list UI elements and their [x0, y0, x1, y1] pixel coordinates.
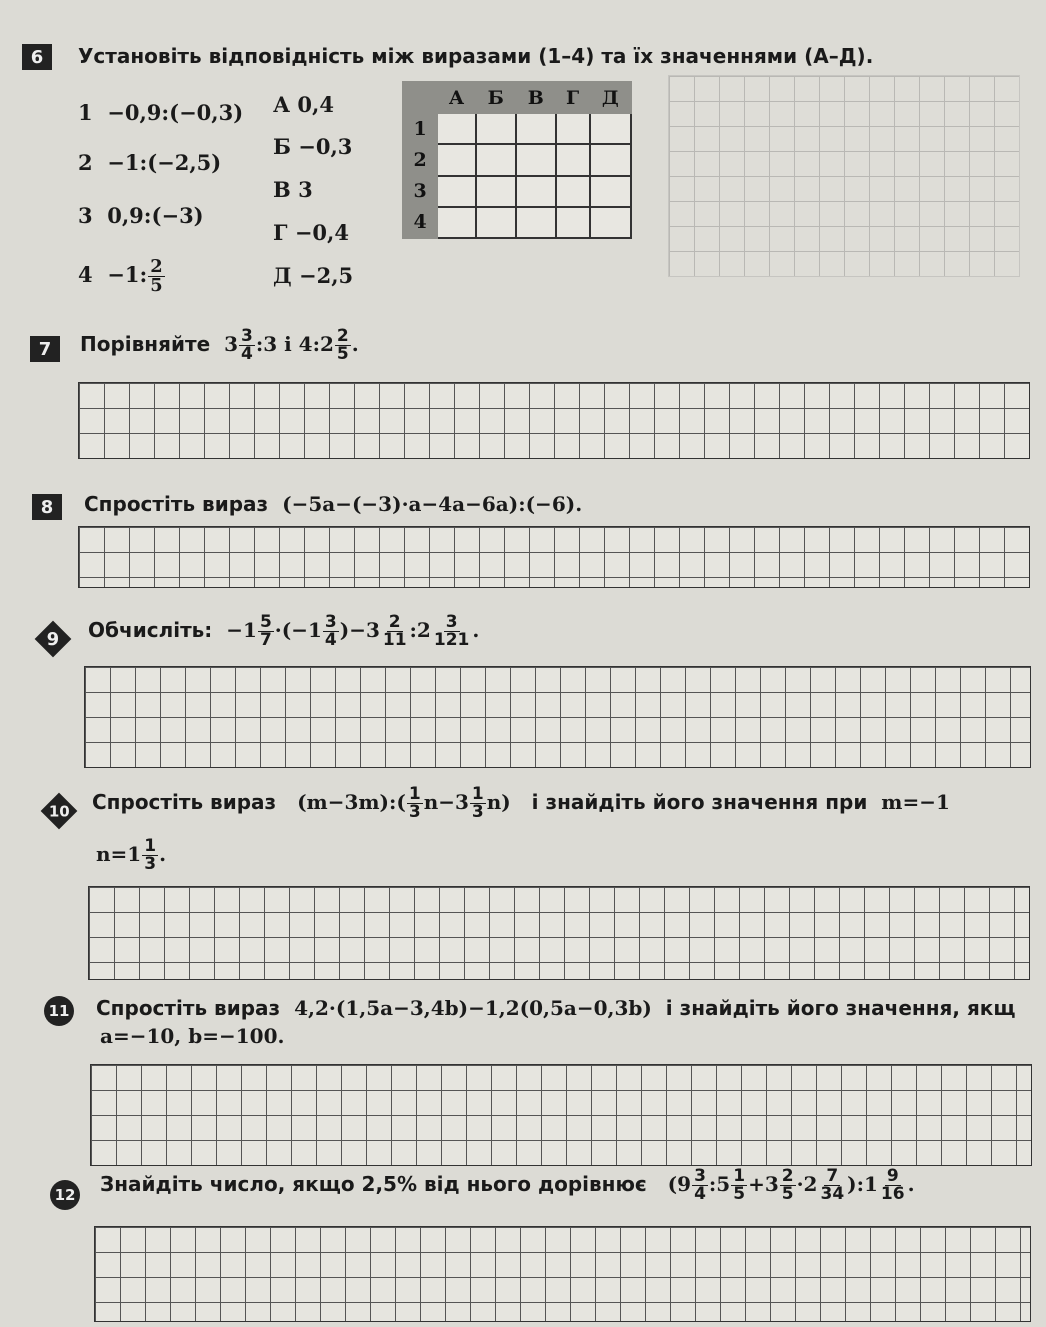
answer-cell[interactable]: [590, 176, 631, 207]
answer-cell[interactable]: [437, 176, 476, 207]
task-6-item-3: 3 0,9:(−3): [78, 203, 204, 228]
col-header: Г: [556, 82, 590, 113]
row-header: 1: [403, 113, 437, 144]
task-6-value-g: Г −0,4: [273, 220, 349, 245]
answer-cell[interactable]: [590, 207, 631, 238]
task-6-item-4: 4 −1: $\frac{2}{5}$: [78, 256, 163, 296]
task-8-number: 8: [32, 494, 62, 520]
task-9-number: 9: [35, 621, 72, 658]
row-header: 3: [403, 176, 437, 207]
task-7-number: 7: [30, 336, 60, 362]
task-9-prompt: Обчисліть: −1 $\frac{5}{7}$ ·(−1 $\frac{3}{4}$ )−3 $\frac{2}{11}$ :2 $\frac{3}{121}$ .: [88, 612, 480, 650]
task-6-value-v: В 3: [273, 177, 313, 202]
task-6-item-1: 1 −0,9:(−0,3): [78, 100, 244, 125]
answer-cell[interactable]: [556, 113, 590, 144]
bleed-through-grid: [668, 75, 1020, 277]
answer-cell[interactable]: [590, 144, 631, 175]
answer-cell[interactable]: [437, 207, 476, 238]
task-8-prompt: Спростіть вираз (−5a−(−3)·a−4a−6a):(−6).: [84, 492, 583, 516]
task-7-prompt: Порівняйте 3 $\frac{3}{4}$ :3 і 4:2 $\frac{2}{5}$ .: [80, 326, 359, 364]
task-9-answer-grid[interactable]: [84, 666, 1031, 768]
task-10-number: 10: [41, 793, 78, 830]
answer-cell[interactable]: [556, 176, 590, 207]
col-header: В: [516, 82, 556, 113]
answer-cell[interactable]: [476, 113, 516, 144]
answer-cell[interactable]: [590, 113, 631, 144]
task-6-value-a: А 0,4: [273, 92, 334, 117]
task-6-prompt: Установіть відповідність між виразами (1–4) та їх значеннями (А–Д).: [78, 44, 874, 68]
task-11-condition: a=−10, b=−100.: [100, 1024, 285, 1048]
col-header: Д: [590, 82, 631, 113]
task-7-answer-grid[interactable]: [78, 382, 1030, 459]
task-10-answer-grid[interactable]: [88, 886, 1030, 980]
task-11-number: 11: [44, 996, 74, 1026]
task-12-answer-grid[interactable]: [94, 1226, 1031, 1322]
task-6-item-2: 2 −1:(−2,5): [78, 150, 222, 175]
task-10-condition: n=1 $\frac{1}{3}$ .: [96, 836, 167, 874]
task-12-number: 12: [50, 1180, 80, 1210]
task-6-value-b: Б −0,3: [273, 134, 353, 159]
answer-cell[interactable]: [516, 207, 556, 238]
task-11-answer-grid[interactable]: [90, 1064, 1032, 1166]
task-6-number: 6: [22, 44, 52, 70]
answer-cell[interactable]: [476, 144, 516, 175]
answer-cell[interactable]: [556, 144, 590, 175]
task-11-prompt: Спростіть вираз 4,2·(1,5a−3,4b)−1,2(0,5a−0,3b) і знайдіть його значення, якщ: [96, 996, 1016, 1020]
answer-cell[interactable]: [516, 176, 556, 207]
task-10-prompt: Спростіть вираз (m−3m):( $\frac{1}{3}$ n−3 $\frac{1}{3}$ n) і знайдіть його значення при m=−1: [92, 784, 950, 822]
answer-cell[interactable]: [476, 176, 516, 207]
answer-cell[interactable]: [556, 207, 590, 238]
answer-cell[interactable]: [437, 113, 476, 144]
task-8-answer-grid[interactable]: [78, 526, 1030, 588]
answer-cell[interactable]: [516, 144, 556, 175]
col-header: Б: [476, 82, 516, 113]
task-6-answer-table: [402, 81, 632, 239]
row-header: 2: [403, 144, 437, 175]
task-12-prompt: Знайдіть число, якщо 2,5% від нього дорівнює (9 $\frac{3}{4}$ :5 $\frac{1}{5}$ +3 $\frac{2}{5}$ ·2 $\frac{7}{34}$ ):1 $\frac{9}{16}$ .: [100, 1166, 915, 1204]
answer-cell[interactable]: [437, 144, 476, 175]
row-header: 4: [403, 207, 437, 238]
task-6-value-d: Д −2,5: [273, 263, 354, 288]
answer-cell[interactable]: [516, 113, 556, 144]
answer-cell[interactable]: [476, 207, 516, 238]
col-header: А: [437, 82, 476, 113]
